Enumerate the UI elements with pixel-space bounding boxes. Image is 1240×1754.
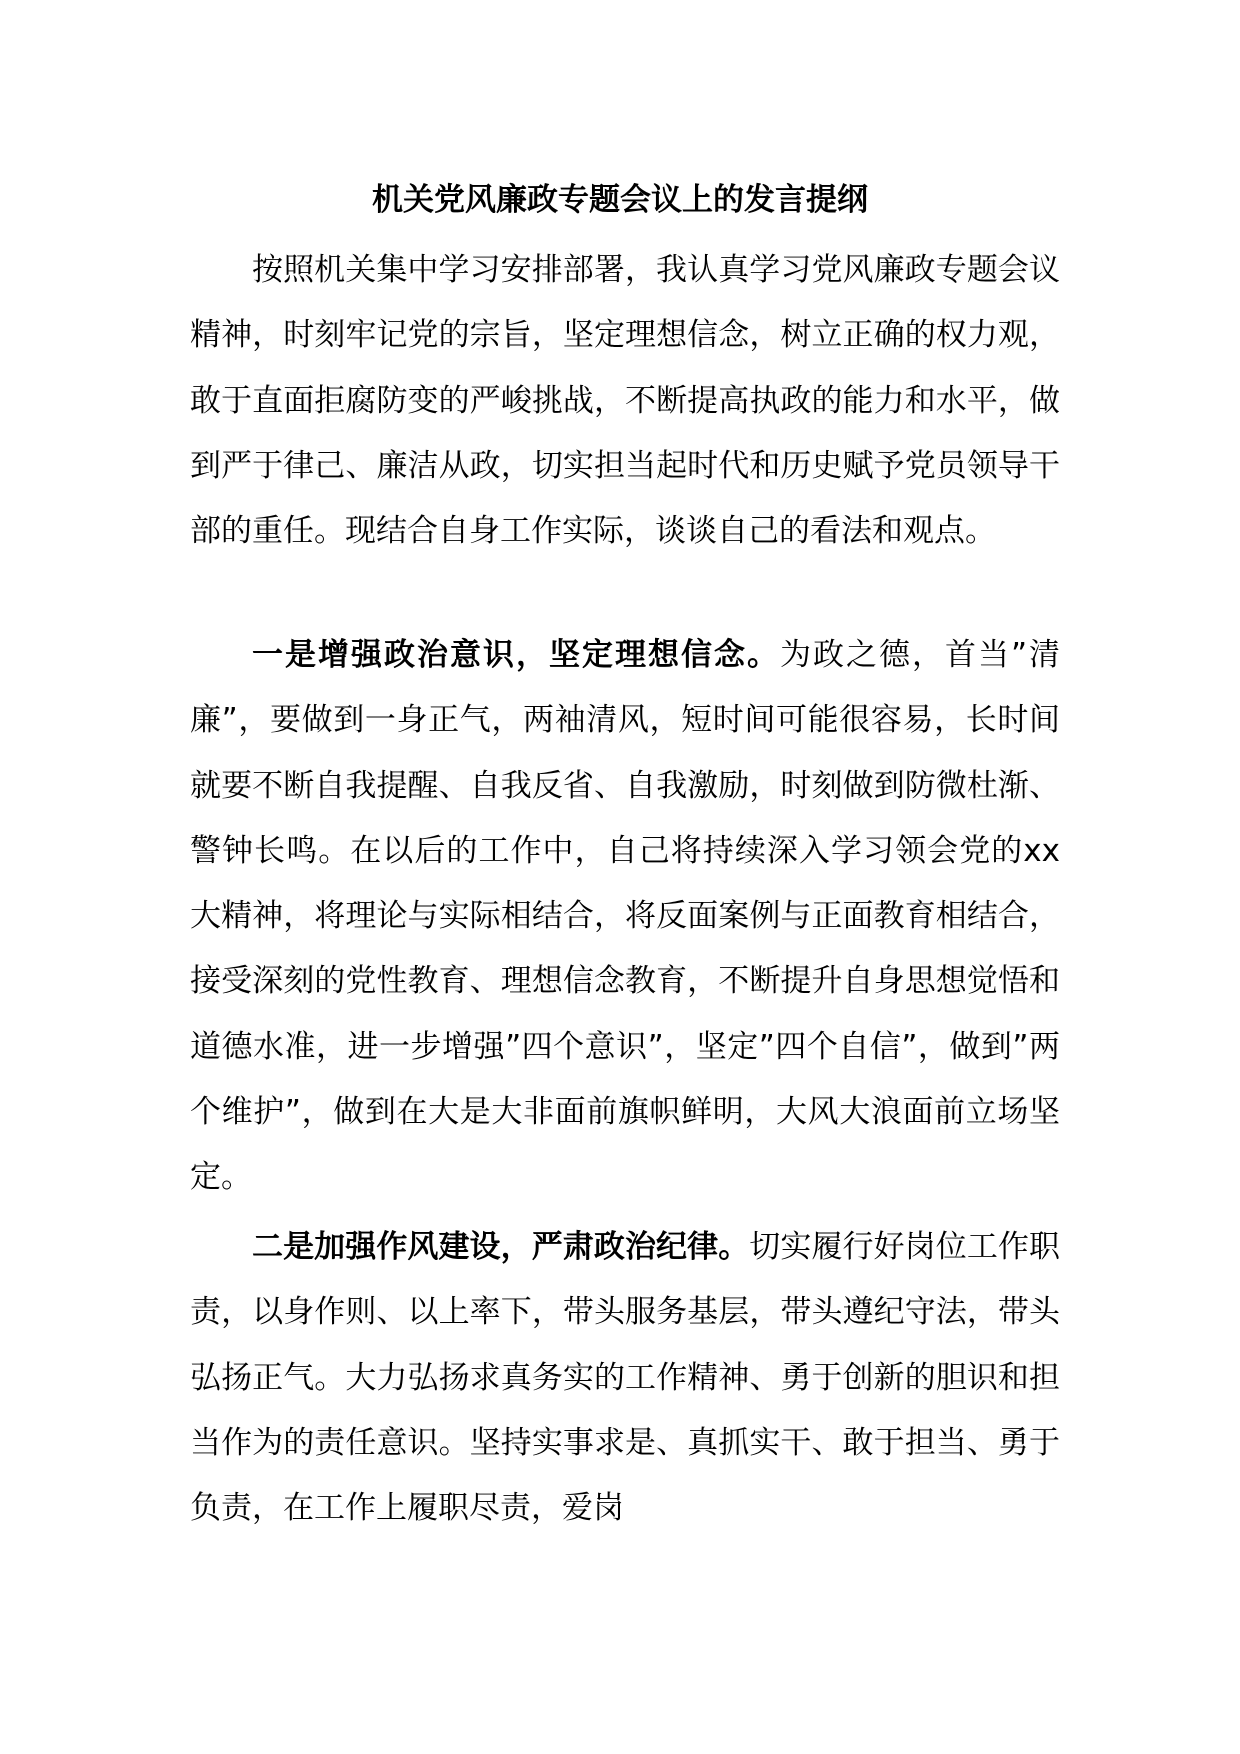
paragraph-point-two-text: 切实履行好岗位工作职责，以身作则、以上率下，带头服务基层，带头遵纪守法，带头弘扬正气。大力弘扬求真务实的工作精神、勇于创新的胆识和担当作为的责任意识。坚持实事求是、真抓实干、敢于担当、勇于负责，在工作上履职尽责，爱岗 bbox=[190, 1229, 1061, 1527]
paragraph-intro-text: 按照机关集中学习安排部署，我认真学习党风廉政专题会议精神，时刻牢记党的宗旨，坚定理想信念，树立正确的权力观，敢于直面拒腐防变的严峻挑战，不断提高执政的能力和水平，做到严于律己、廉洁从政，切实担当起时代和历史赋予党员领导干部的重任。现结合自身工作实际，谈谈自己的看法和观点。 bbox=[190, 252, 1060, 550]
paragraph-point-one-heading: 一是增强政治意识，坚定理想信念。 bbox=[252, 637, 780, 673]
paragraph-intro bbox=[190, 238, 1060, 564]
paragraph-point-one-text: 为政之德，首当”清廉”，要做到一身正气，两袖清风，短时间可能很容易，长时间就要不断自我提醒、自我反省、自我激励，时刻做到防微杜渐、警钟长鸣。在以后的工作中，自己将持续深入学习领会党的xx大精神，将理论与实际相结合，将反面案例与正面教育相结合，接受深刻的党性教育、理想信念教育，不断提升自身思想觉悟和道德水准，进一步增强”四个意识”，坚定”四个自信”，做到”两个维护”，做到在大是大非面前旗帜鲜明，大风大浪面前立场坚定。 bbox=[190, 637, 1061, 1196]
paragraph-point-two-heading: 二是加强作风建设，严肃政治纪律。 bbox=[252, 1229, 750, 1265]
paragraph-point-one bbox=[190, 623, 1060, 1211]
paragraph-point-two bbox=[190, 1215, 1060, 1541]
document-title: 机关党风廉政专题会议上的发言提纲 bbox=[372, 182, 868, 218]
